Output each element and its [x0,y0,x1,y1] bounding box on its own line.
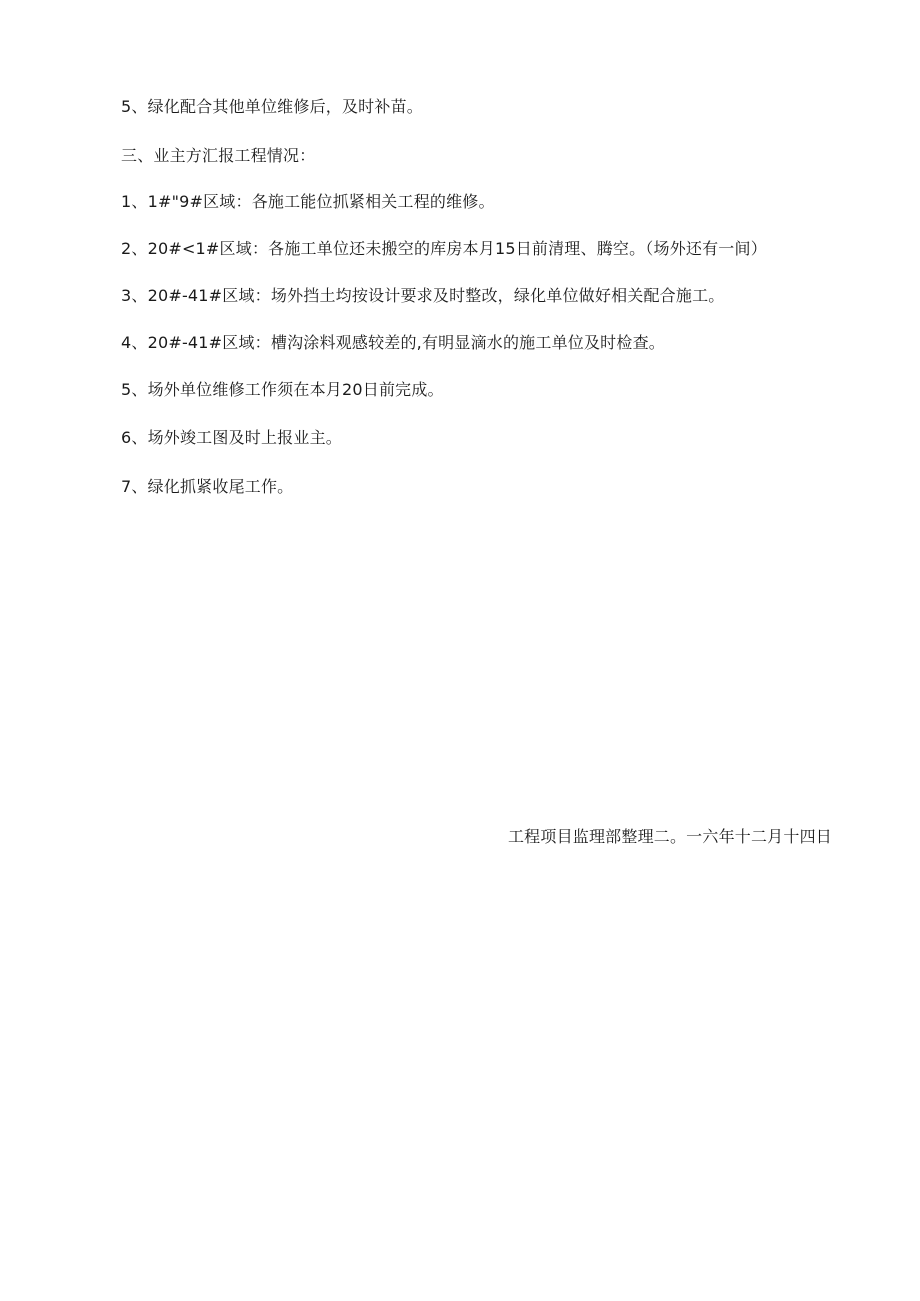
item-6-as-built-drawings: 6、场外竣工图及时上报业主。 [121,428,342,447]
item-1-area-1-9: 1、1#"9#区域：各施工能位抓紧相关工程的维修。 [121,192,495,211]
section-heading-owner-report: 三、业主方汇报工程情况： [121,146,316,165]
signature-date-line: 工程项目监理部整理二。一六年十二月十四日 [507,827,832,846]
item-2-area-20-1: 2、20#<1#区域：各施工单位还未搬空的库房本月15日前清理、腾空。（场外还有一间） [121,239,767,258]
item-3-area-20-41-retaining: 3、20#-41#区域：场外挡土均按设计要求及时整改，绿化单位做好相关配合施工。 [121,286,725,305]
item-5-repair-deadline: 5、场外单位维修工作须在本月20日前完成。 [121,380,444,399]
item-4-area-20-41-gutter: 4、20#-41#区域：槽沟涂料观感较差的,有明显滴水的施工单位及时检查。 [121,333,665,352]
item-7-greening-finish: 7、绿化抓紧收尾工作。 [121,477,294,496]
item-5-greening-replant: 5、绿化配合其他单位维修后，及时补苗。 [121,97,423,116]
